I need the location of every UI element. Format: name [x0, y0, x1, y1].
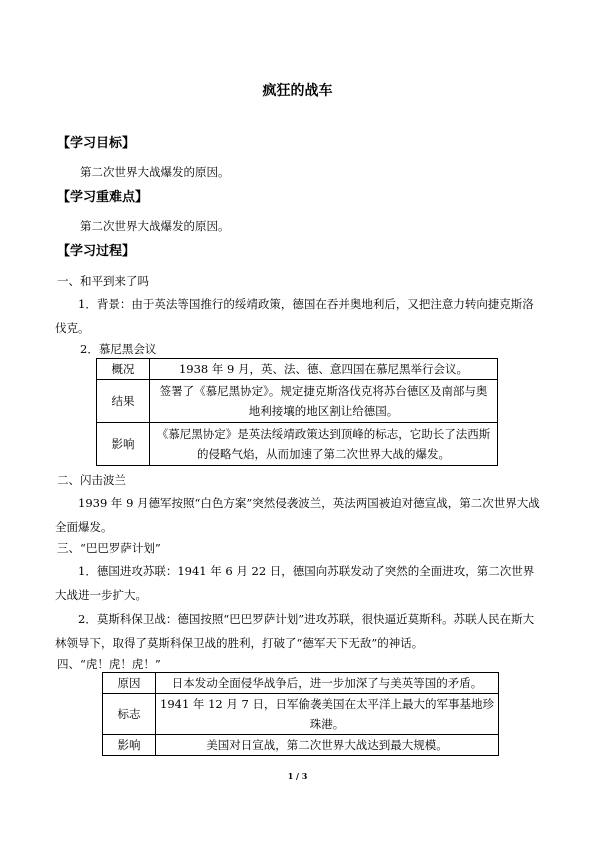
table-cell: 日本发动全面侵华战争后，进一步加深了与美英等国的矛盾。: [156, 673, 499, 694]
goal-text: 第二次世界大战爆发的原因。: [80, 165, 230, 179]
table-cell: 1938 年 9 月，英、法、德、意四国在慕尼黑举行会议。: [150, 359, 498, 380]
table-row: [97, 423, 498, 466]
part2-text: 1939 年 9 月德军按照“白色方案”突然侵袭波兰，英法两国被迫对德宣战，第二次世界大战全面爆发。: [55, 496, 540, 534]
table-cell: 签署了《慕尼黑协定》。规定捷克斯洛伐克将苏台德区及南部与奥地利接壤的地区割让给德国。: [150, 380, 498, 423]
key-text: 第二次世界大战爆发的原因。: [80, 219, 230, 233]
goal-heading: 【学习目标】: [57, 136, 136, 151]
table-label: 影响: [97, 423, 150, 466]
page-title: 疯狂的战车: [262, 83, 333, 99]
part1-heading: 一、和平到来了吗: [57, 274, 149, 288]
part2-heading: 二、闪击波兰: [57, 473, 126, 487]
key-heading: 【学习重难点】: [57, 190, 149, 205]
table-row: [97, 359, 498, 380]
table-cell: 美国对日宣战，第二次世界大战达到最大规模。: [156, 735, 499, 756]
pearl-harbor-table: [102, 672, 499, 756]
table-cell: 1941 年 12 月 7 日，日军偷袭美国在太平洋上最大的军事基地珍珠港。: [156, 694, 499, 735]
part3-item2: 2．莫斯科保卫战：德国按照“巴巴罗萨计划”进攻苏联，很快逼近莫斯科。苏联人民在斯大林领导下，取得了莫斯科保卫战的胜利，打破了“德军天下无敌”的神话。: [55, 612, 535, 650]
table-label: 结果: [97, 380, 150, 423]
table-cell: 《慕尼黑协定》是英法绥靖政策达到顶峰的标志，它助长了法西斯的侵略气焰，从而加速了第二次世界大战的爆发。: [150, 423, 498, 466]
part1-item1: 1．背景：由于英法等国推行的绥靖政策，德国在吞并奥地利后，又把注意力转向捷克斯洛伐克。: [55, 297, 534, 335]
part3-heading: 三、“巴巴罗萨计划”: [57, 541, 161, 555]
table-row: [103, 735, 499, 756]
table-row: [97, 380, 498, 423]
part3-item1: 1．德国进攻苏联：1941 年 6 月 22 日，德国向苏联发动了突然的全面进攻，第二次世界大战进一步扩大。: [55, 564, 535, 602]
page-number: 1 / 3: [287, 771, 308, 781]
process-heading: 【学习过程】: [57, 244, 136, 259]
table-label: 原因: [103, 673, 156, 694]
table-row: [103, 694, 499, 735]
table-label: 标志: [103, 694, 156, 735]
table-label: 影响: [103, 735, 156, 756]
part1-item2: 2．慕尼黑会议: [80, 342, 157, 356]
table-label: 概况: [97, 359, 150, 380]
part4-heading: 四、“虎！虎！虎！”: [57, 657, 161, 671]
table-row: [103, 673, 499, 694]
munich-table: [96, 358, 498, 466]
